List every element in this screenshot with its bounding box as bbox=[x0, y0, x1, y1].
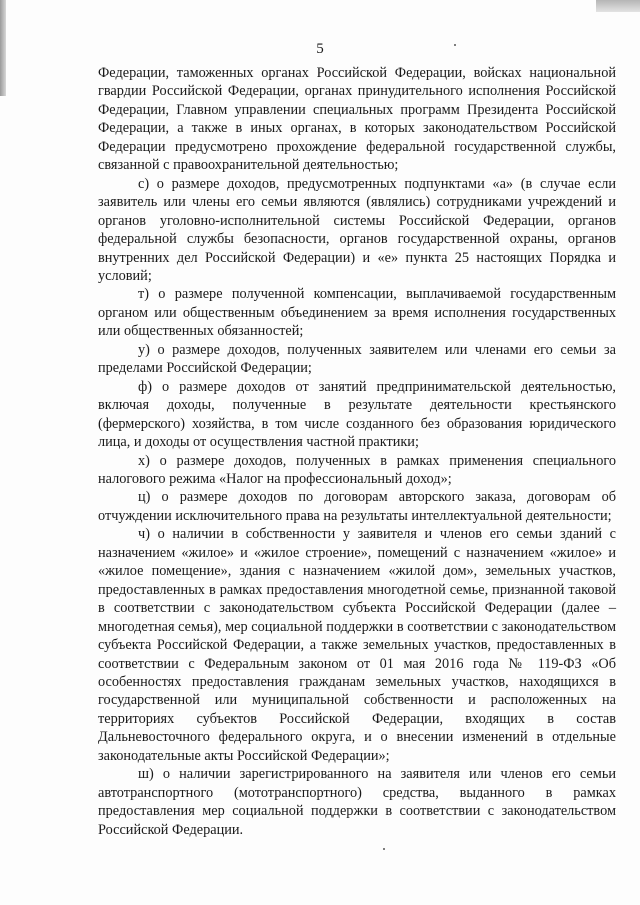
paragraph-item-s: с) о размере доходов, предусмотренных подпунктами «а» (в случае если заявитель или члены его семьи являются (являлись) сотрудниками учреждений и органов уголовно-исполнительной системы Российской Федерации, органов федеральной службы безопасности, органов государственной охраны, органов внутренних дел Российской Федерации) и «е» пункта 25 настоящих Порядка и условий; bbox=[98, 175, 616, 284]
paragraph-item-sh: ш) о наличии зарегистрированного на заявителя или членов его семьи автотранспортного (мототранспортного) средства, выданного в рамках предоставления мер социальной поддержки в соответствии с законодательством Российской Федерации. bbox=[98, 766, 616, 838]
paragraph-item-kh: х) о размере доходов, полученных в рамках применения специального налогового режима «Налог на профессиональный доход»; bbox=[98, 452, 616, 487]
page-number: 5 bbox=[316, 41, 324, 57]
paragraph-item-t: т) о размере полученной компенсации, выплачиваемой государственным органом или общественным объединением за время исполнения государственных или общественных обязанностей; bbox=[98, 286, 616, 340]
paragraph-item-ch: ч) о наличии в собственности у заявителя и членов его семьи зданий с назначением «жилое» и «жилое строение», помещений с назначением «жилое» и «жилое помещение», здания с назначением «жилой дом», земельных участков, предоставленных в рамках предоставления многодетной семье, признанной таковой в соответствии с законодательством субъекта Российской Федерации (далее – многодетная семья), мер социальной поддержки в соответствии с законодательством субъекта Российской Федерации, а также земельных участков, предоставленных в соответствии с Федеральным законом от 01 мая 2016 года № 119-ФЗ «Об особенностях предоставления гражданам земельных участков, находящихся в государственной или муниципальной собственности и расположенных на территориях субъектов Российской Федерации, входящих в состав Дальневосточного федерального округа, и о внесении изменений в отдельные законодательные акты Российской Федерации»; bbox=[98, 526, 616, 764]
paragraph-continuation: Федерации, таможенных органах Российской Федерации, войсках национальной гвардии Российской Федерации, органах принудительного исполнения Российской Федерации, Главном управлении специальных программ Президента Российской Федерации, а также в иных органах, в которых законодательством Российской Федерации предусмотрено прохождение федеральной государственной службы, связанной с правоохранительной деятельностью; bbox=[98, 65, 616, 174]
scan-speck bbox=[454, 44, 456, 46]
paragraph-item-ts: ц) о размере доходов по договорам авторского заказа, договорам об отчуждении исключительного права на результаты интеллектуальной деятельности; bbox=[98, 489, 616, 524]
scan-corner-shadow bbox=[596, 0, 640, 12]
document-body bbox=[98, 64, 616, 839]
paragraph-item-f: ф) о размере доходов от занятий предпринимательской деятельностью, включая доходы, полученные в результате деятельности крестьянского (фермерского) хозяйства, в том числе созданного без образования юридического лица, и доходы от осуществления частной практики; bbox=[98, 378, 616, 451]
paragraph-item-u: у) о размере доходов, полученных заявителем или членами его семьи за пределами Российской Федерации; bbox=[98, 341, 616, 377]
scan-speck bbox=[383, 848, 385, 850]
